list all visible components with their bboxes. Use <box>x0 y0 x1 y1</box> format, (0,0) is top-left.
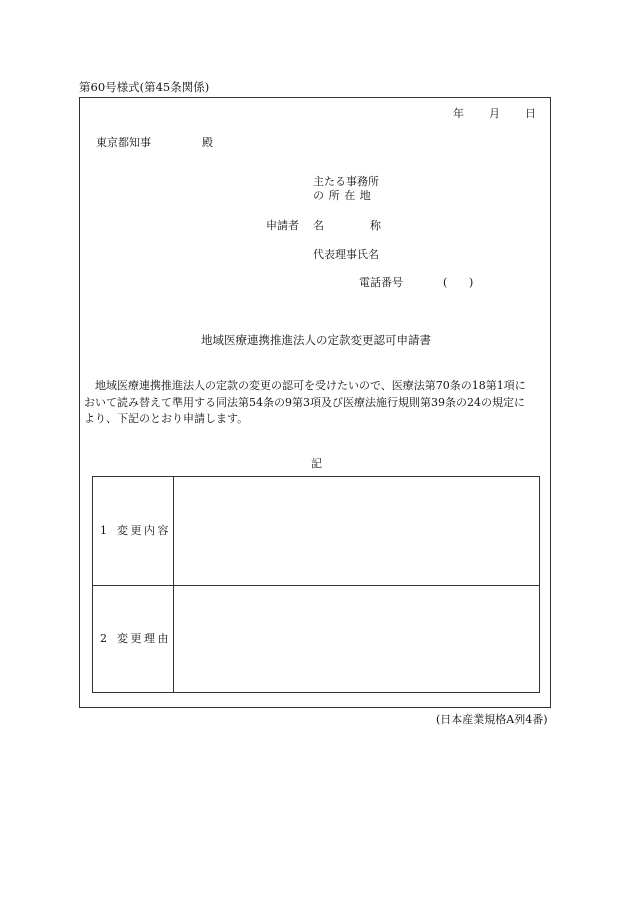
row-label-text: 変更理由 <box>117 632 171 645</box>
table-row-divider <box>93 585 539 586</box>
record-mark: 記 <box>311 457 322 470</box>
body-line-2: おいて読み替えて準用する同法第54条の9第3項及び医療法施行規則第39条の24の規定に <box>84 395 525 409</box>
table-row-change-content-label <box>100 525 171 536</box>
phone-label: 電話番号 <box>359 276 403 289</box>
office-location-label-line2: の所在地 <box>313 189 376 202</box>
date-month-label: 月 <box>489 107 500 120</box>
detail-table <box>92 476 540 693</box>
row-number: 2 <box>100 632 107 645</box>
date-year-label: 年 <box>453 107 464 120</box>
addressee-honorific: 殿 <box>202 136 213 149</box>
form-number: 第60号様式(第45条関係) <box>79 80 210 94</box>
body-line-1: 地域医療連携推進法人の定款の変更の認可を受けたいので、医療法第70条の18第1項に <box>95 379 526 392</box>
change-content-field[interactable] <box>181 485 531 575</box>
document-title: 地域医療連携推進法人の定款変更認可申請書 <box>201 333 431 347</box>
office-location-label-line1: 主たる事務所 <box>313 175 379 188</box>
name-label-char1: 名 <box>313 219 324 232</box>
addressee-name: 東京都知事 <box>96 136 151 149</box>
body-line-3: より、下記のとおり申請します。 <box>84 412 249 425</box>
phone-paren-close: ) <box>469 276 474 289</box>
date-day-label: 日 <box>525 107 536 120</box>
applicant-label: 申請者 <box>266 219 299 232</box>
row-label-text: 変更内容 <box>117 524 171 537</box>
row-number: 1 <box>100 524 107 537</box>
table-row-change-reason-label <box>100 633 171 644</box>
application-body-text <box>84 378 550 428</box>
paper-standard-note: (日本産業規格A列4番) <box>436 713 548 726</box>
phone-paren-open: ( <box>443 276 448 289</box>
representative-label: 代表理事氏名 <box>313 248 379 261</box>
name-label-char2: 称 <box>370 219 381 232</box>
corporation-name-label <box>313 220 381 231</box>
change-reason-field[interactable] <box>181 593 531 683</box>
